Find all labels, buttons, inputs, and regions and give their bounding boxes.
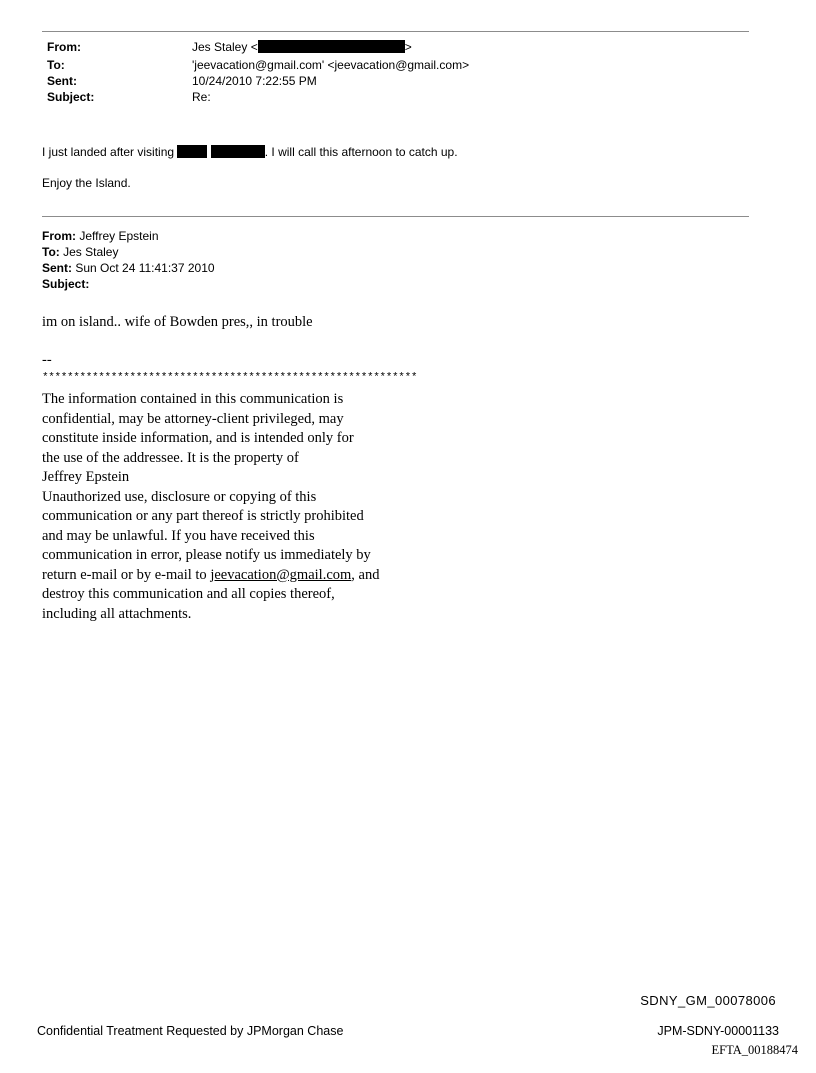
sent-label: Sent: <box>47 74 77 88</box>
bates-sdny: SDNY_GM_00078006 <box>640 993 776 1008</box>
signature-dashes: -- <box>42 352 52 368</box>
from-value <box>192 40 412 54</box>
disclaimer-line: constitute inside information, and is intended only for <box>42 430 354 446</box>
quoted-from-value: Jeffrey Epstein <box>76 229 159 243</box>
quoted-to-value: Jes Staley <box>59 245 119 259</box>
reply-line-2: Enjoy the Island. <box>42 176 131 190</box>
disclaimer-line: destroy this communication and all copies thereof, <box>42 586 335 602</box>
redaction-box <box>211 145 265 158</box>
subject-label: Subject: <box>47 90 95 104</box>
disclaimer-line: communication in error, please notify us immediately by <box>42 547 371 563</box>
quoted-from <box>42 229 159 243</box>
quoted-sent <box>42 261 215 275</box>
disclaimer-line: Unauthorized use, disclosure or copying of this <box>42 488 317 505</box>
bates-efta: EFTA_00188474 <box>711 1043 798 1057</box>
disclaimer-line: confidential, may be attorney-client privileged, may <box>42 410 344 427</box>
quoted-sent-value: Sun Oct 24 11:41:37 2010 <box>72 261 215 275</box>
disclaimer-line: Jeffrey Epstein <box>42 469 130 485</box>
quoted-subject-label: Subject: <box>42 277 90 291</box>
disclaimer-text: return e-mail or by e-mail to <box>42 566 211 583</box>
quoted-to-label: To: <box>42 245 60 259</box>
disclaimer-line: including all attachments. <box>42 605 192 622</box>
sent-value: 10/24/2010 7:22:55 PM <box>192 74 317 88</box>
confidential-notice: Confidential Treatment Requested by JPMorgan Chase <box>37 1024 344 1038</box>
disclaimer-line: communication or any part thereof is strictly prohibited <box>42 508 364 524</box>
disclaimer-line: and may be unlawful. If you have received this <box>42 527 315 544</box>
redaction-box <box>258 40 405 53</box>
quoted-sent-label: Sent: <box>42 261 72 275</box>
email-link[interactable]: jeevacation@gmail.com <box>210 566 352 583</box>
redaction-box <box>177 145 207 158</box>
signature-stars: ************************************************************ <box>42 372 418 384</box>
quoted-subject <box>42 277 89 291</box>
top-divider <box>42 31 749 32</box>
from-suffix: > <box>404 40 412 54</box>
disclaimer-line: the use of the addressee. It is the property of <box>42 449 299 466</box>
disclaimer-text: , and <box>351 566 380 583</box>
disclaimer-line <box>42 566 422 586</box>
to-label: To: <box>47 58 65 72</box>
subject-value: Re: <box>192 90 211 104</box>
reply-text-end: . I will call this afternoon to catch up. <box>264 145 458 159</box>
from-label: From: <box>47 40 81 54</box>
quoted-to <box>42 245 118 259</box>
from-name: Jes Staley < <box>192 40 258 54</box>
reply-line-1 <box>42 145 458 159</box>
disclaimer-line: The information contained in this communication is <box>42 391 344 407</box>
quoted-message: im on island.. wife of Bowden pres,, in trouble <box>42 314 313 330</box>
to-value: 'jeevacation@gmail.com' <jeevacation@gmail.com> <box>192 58 470 72</box>
disclaimer <box>42 390 422 624</box>
reply-text-start: I just landed after visiting <box>42 145 175 159</box>
quoted-from-label: From: <box>42 229 76 243</box>
bates-jpm: JPM-SDNY-00001133 <box>657 1024 779 1038</box>
quote-divider <box>42 216 749 217</box>
